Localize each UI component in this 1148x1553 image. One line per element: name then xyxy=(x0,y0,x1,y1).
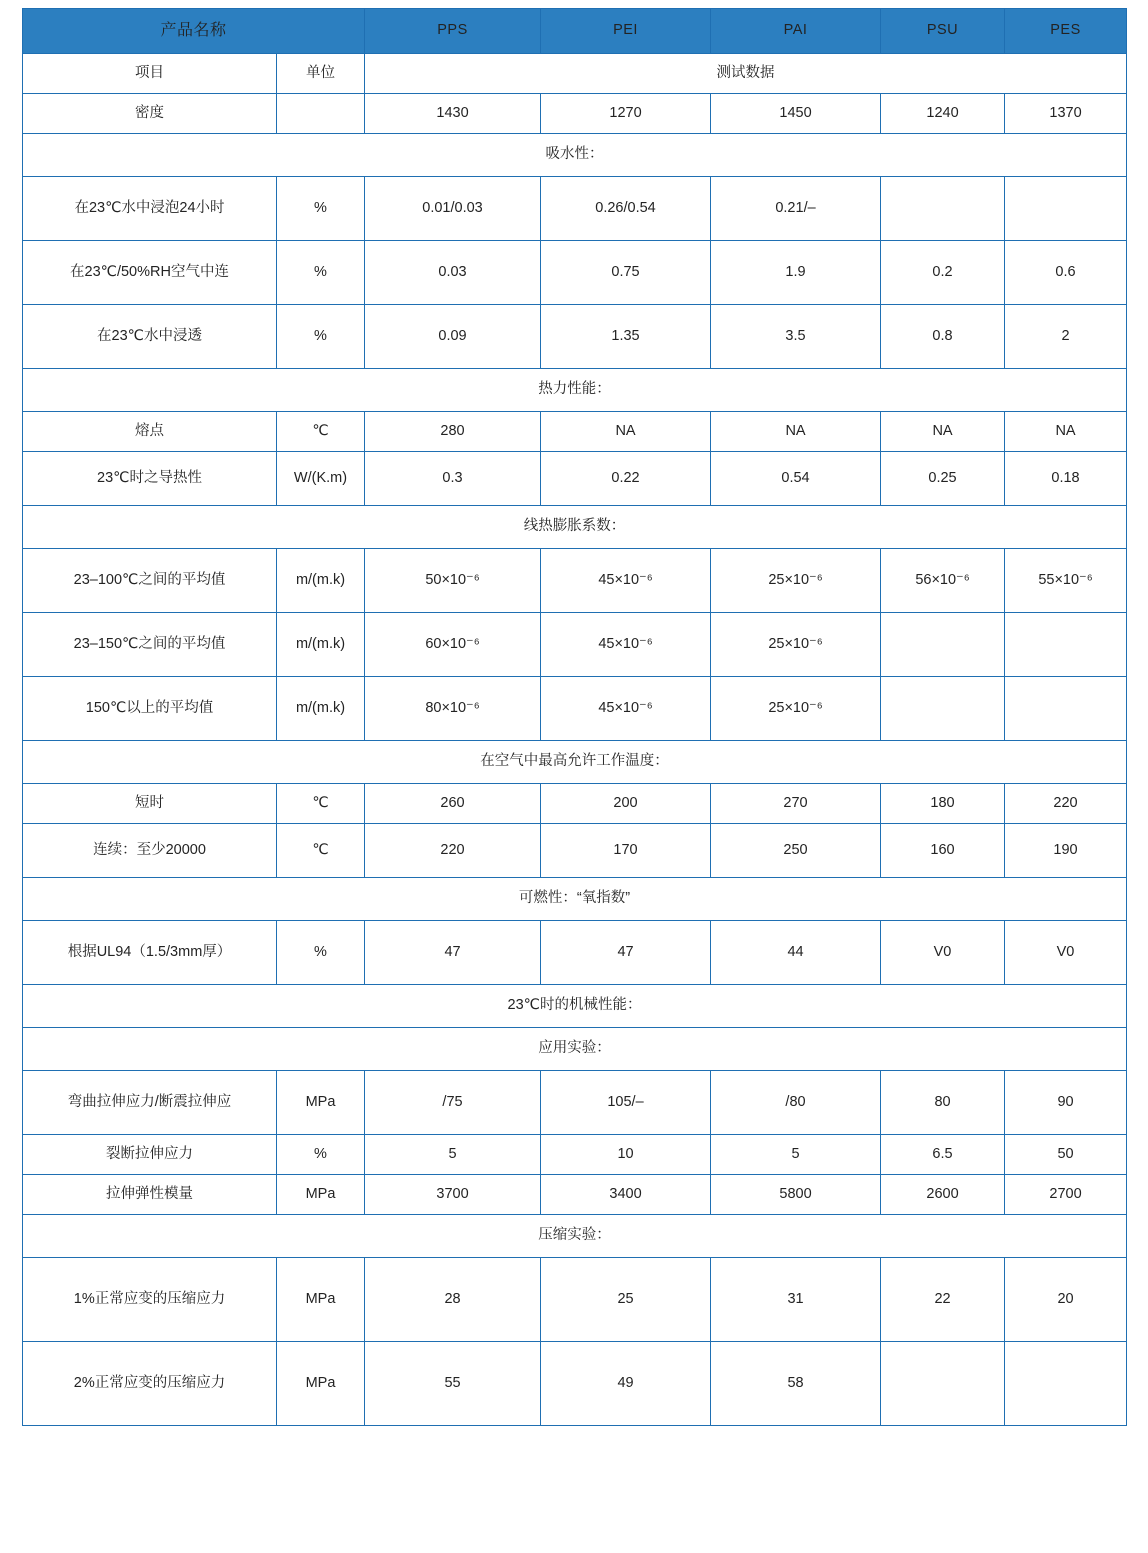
row-value: 0.6 xyxy=(1005,241,1127,305)
row-value: /80 xyxy=(711,1071,881,1135)
material-properties-table xyxy=(22,8,1127,1426)
row-unit: % xyxy=(277,1135,365,1175)
table-header-row xyxy=(23,9,1127,54)
row-value: 80×10⁻⁶ xyxy=(365,677,541,741)
table-row xyxy=(23,824,1127,878)
table-header xyxy=(23,9,1127,54)
section-label: 在空气中最高允许工作温度： xyxy=(23,741,1127,784)
row-value: 0.26/0.54 xyxy=(541,177,711,241)
column-header-pes: PES xyxy=(1005,9,1127,54)
row-value: 1450 xyxy=(711,94,881,134)
row-value: 5 xyxy=(365,1135,541,1175)
row-value: 56×10⁻⁶ xyxy=(881,549,1005,613)
row-value: 90 xyxy=(1005,1071,1127,1135)
row-unit: ℃ xyxy=(277,412,365,452)
row-value: 3700 xyxy=(365,1175,541,1215)
row-value: NA xyxy=(881,412,1005,452)
table-row xyxy=(23,677,1127,741)
table-row xyxy=(23,412,1127,452)
row-value: 55×10⁻⁶ xyxy=(1005,549,1127,613)
section-label: 热力性能： xyxy=(23,369,1127,412)
row-value: 270 xyxy=(711,784,881,824)
subheader-item: 项目 xyxy=(23,54,277,94)
row-value: 44 xyxy=(711,921,881,985)
row-label: 23–100℃之间的平均值 xyxy=(23,549,277,613)
subheader-unit: 单位 xyxy=(277,54,365,94)
row-label: 1%正常应变的压缩应力 xyxy=(23,1258,277,1342)
row-label: 150℃以上的平均值 xyxy=(23,677,277,741)
row-unit: m/(m.k) xyxy=(277,677,365,741)
row-label: 短时 xyxy=(23,784,277,824)
row-value: 0.2 xyxy=(881,241,1005,305)
row-value: 105/– xyxy=(541,1071,711,1135)
row-value: 1.9 xyxy=(711,241,881,305)
section-row xyxy=(23,1028,1127,1071)
section-row xyxy=(23,369,1127,412)
section-row xyxy=(23,506,1127,549)
table-row xyxy=(23,1342,1127,1426)
row-label: 2%正常应变的压缩应力 xyxy=(23,1342,277,1426)
row-value: V0 xyxy=(881,921,1005,985)
table-row xyxy=(23,1135,1127,1175)
column-header-product-name: 产品名称 xyxy=(23,9,365,54)
column-header-pps: PPS xyxy=(365,9,541,54)
row-value: 20 xyxy=(1005,1258,1127,1342)
section-label: 可燃性：“氧指数” xyxy=(23,878,1127,921)
row-label: 密度 xyxy=(23,94,277,134)
row-value: 1370 xyxy=(1005,94,1127,134)
row-unit: W/(K.m) xyxy=(277,452,365,506)
column-header-pai: PAI xyxy=(711,9,881,54)
row-unit: MPa xyxy=(277,1071,365,1135)
row-value: 25 xyxy=(541,1258,711,1342)
section-row xyxy=(23,878,1127,921)
row-value: 45×10⁻⁶ xyxy=(541,613,711,677)
row-value xyxy=(1005,613,1127,677)
row-value: 31 xyxy=(711,1258,881,1342)
row-value: 50×10⁻⁶ xyxy=(365,549,541,613)
row-value: 50 xyxy=(1005,1135,1127,1175)
section-row xyxy=(23,985,1127,1028)
row-value: 280 xyxy=(365,412,541,452)
row-value: 58 xyxy=(711,1342,881,1426)
row-value: 0.18 xyxy=(1005,452,1127,506)
row-value: 0.22 xyxy=(541,452,711,506)
row-value: 260 xyxy=(365,784,541,824)
row-label: 裂断拉伸应力 xyxy=(23,1135,277,1175)
row-value xyxy=(881,677,1005,741)
row-value: 1430 xyxy=(365,94,541,134)
row-label: 在23℃水中浸透 xyxy=(23,305,277,369)
row-value: 22 xyxy=(881,1258,1005,1342)
column-header-pei: PEI xyxy=(541,9,711,54)
table-subheader-row xyxy=(23,54,1127,94)
table-row xyxy=(23,921,1127,985)
table-row xyxy=(23,305,1127,369)
row-value: 250 xyxy=(711,824,881,878)
row-unit: ℃ xyxy=(277,784,365,824)
row-value: 28 xyxy=(365,1258,541,1342)
row-value: 25×10⁻⁶ xyxy=(711,613,881,677)
row-label: 弯曲拉伸应力/断震拉伸应 xyxy=(23,1071,277,1135)
row-value: 60×10⁻⁶ xyxy=(365,613,541,677)
table-row xyxy=(23,784,1127,824)
row-unit xyxy=(277,94,365,134)
row-value: 0.03 xyxy=(365,241,541,305)
row-label: 23℃时之导热性 xyxy=(23,452,277,506)
row-unit: MPa xyxy=(277,1175,365,1215)
table-body xyxy=(23,54,1127,1426)
section-label: 应用实验： xyxy=(23,1028,1127,1071)
column-header-psu: PSU xyxy=(881,9,1005,54)
table-row xyxy=(23,452,1127,506)
row-unit: % xyxy=(277,921,365,985)
row-label: 拉伸弹性模量 xyxy=(23,1175,277,1215)
row-value: 5 xyxy=(711,1135,881,1175)
row-value: 0.25 xyxy=(881,452,1005,506)
row-value: 25×10⁻⁶ xyxy=(711,677,881,741)
row-value: 0.01/0.03 xyxy=(365,177,541,241)
row-value xyxy=(881,613,1005,677)
table-row xyxy=(23,549,1127,613)
table-row xyxy=(23,1258,1127,1342)
row-value: 0.09 xyxy=(365,305,541,369)
row-label: 在23℃/50%RH空气中连 xyxy=(23,241,277,305)
row-value: 200 xyxy=(541,784,711,824)
row-value: V0 xyxy=(1005,921,1127,985)
row-unit: m/(m.k) xyxy=(277,613,365,677)
table-row xyxy=(23,613,1127,677)
section-row xyxy=(23,134,1127,177)
section-row xyxy=(23,741,1127,784)
row-value: 0.3 xyxy=(365,452,541,506)
row-value: 170 xyxy=(541,824,711,878)
row-unit: % xyxy=(277,177,365,241)
row-value: 25×10⁻⁶ xyxy=(711,549,881,613)
row-value: 0.54 xyxy=(711,452,881,506)
row-value: 0.21/– xyxy=(711,177,881,241)
row-value: 0.75 xyxy=(541,241,711,305)
row-value: 3400 xyxy=(541,1175,711,1215)
row-value xyxy=(881,177,1005,241)
row-unit: ℃ xyxy=(277,824,365,878)
row-value xyxy=(881,1342,1005,1426)
table-row xyxy=(23,1071,1127,1135)
row-value: 220 xyxy=(365,824,541,878)
row-value: NA xyxy=(711,412,881,452)
row-label: 23–150℃之间的平均值 xyxy=(23,613,277,677)
row-value: 180 xyxy=(881,784,1005,824)
row-value: 160 xyxy=(881,824,1005,878)
row-value: 220 xyxy=(1005,784,1127,824)
row-value: /75 xyxy=(365,1071,541,1135)
section-label: 23℃时的机械性能： xyxy=(23,985,1127,1028)
row-label: 连续：至少20000 xyxy=(23,824,277,878)
row-value xyxy=(1005,677,1127,741)
row-value: 49 xyxy=(541,1342,711,1426)
row-value: 190 xyxy=(1005,824,1127,878)
row-unit: MPa xyxy=(277,1258,365,1342)
row-unit: MPa xyxy=(277,1342,365,1426)
table-row xyxy=(23,241,1127,305)
row-value: 47 xyxy=(365,921,541,985)
row-value: 1270 xyxy=(541,94,711,134)
row-value: 1240 xyxy=(881,94,1005,134)
table-row xyxy=(23,177,1127,241)
section-label: 线热膨胀系数： xyxy=(23,506,1127,549)
row-value: 3.5 xyxy=(711,305,881,369)
row-value: NA xyxy=(1005,412,1127,452)
row-value: 0.8 xyxy=(881,305,1005,369)
row-unit: % xyxy=(277,241,365,305)
row-value: 6.5 xyxy=(881,1135,1005,1175)
row-value: 55 xyxy=(365,1342,541,1426)
row-value: 2 xyxy=(1005,305,1127,369)
subheader-test-data: 测试数据 xyxy=(365,54,1127,94)
row-value: 5800 xyxy=(711,1175,881,1215)
section-label: 压缩实验： xyxy=(23,1215,1127,1258)
row-value xyxy=(1005,177,1127,241)
row-unit: m/(m.k) xyxy=(277,549,365,613)
table-row xyxy=(23,1175,1127,1215)
table-row xyxy=(23,94,1127,134)
row-label: 在23℃水中浸泡24小时 xyxy=(23,177,277,241)
row-value: 47 xyxy=(541,921,711,985)
row-value xyxy=(1005,1342,1127,1426)
row-value: 45×10⁻⁶ xyxy=(541,677,711,741)
section-row xyxy=(23,1215,1127,1258)
row-value: 2600 xyxy=(881,1175,1005,1215)
section-label: 吸水性： xyxy=(23,134,1127,177)
row-value: 2700 xyxy=(1005,1175,1127,1215)
row-value: 80 xyxy=(881,1071,1005,1135)
row-value: 45×10⁻⁶ xyxy=(541,549,711,613)
row-value: NA xyxy=(541,412,711,452)
row-value: 1.35 xyxy=(541,305,711,369)
row-unit: % xyxy=(277,305,365,369)
row-label: 熔点 xyxy=(23,412,277,452)
row-label: 根据UL94（1.5/3mm厚） xyxy=(23,921,277,985)
row-value: 10 xyxy=(541,1135,711,1175)
